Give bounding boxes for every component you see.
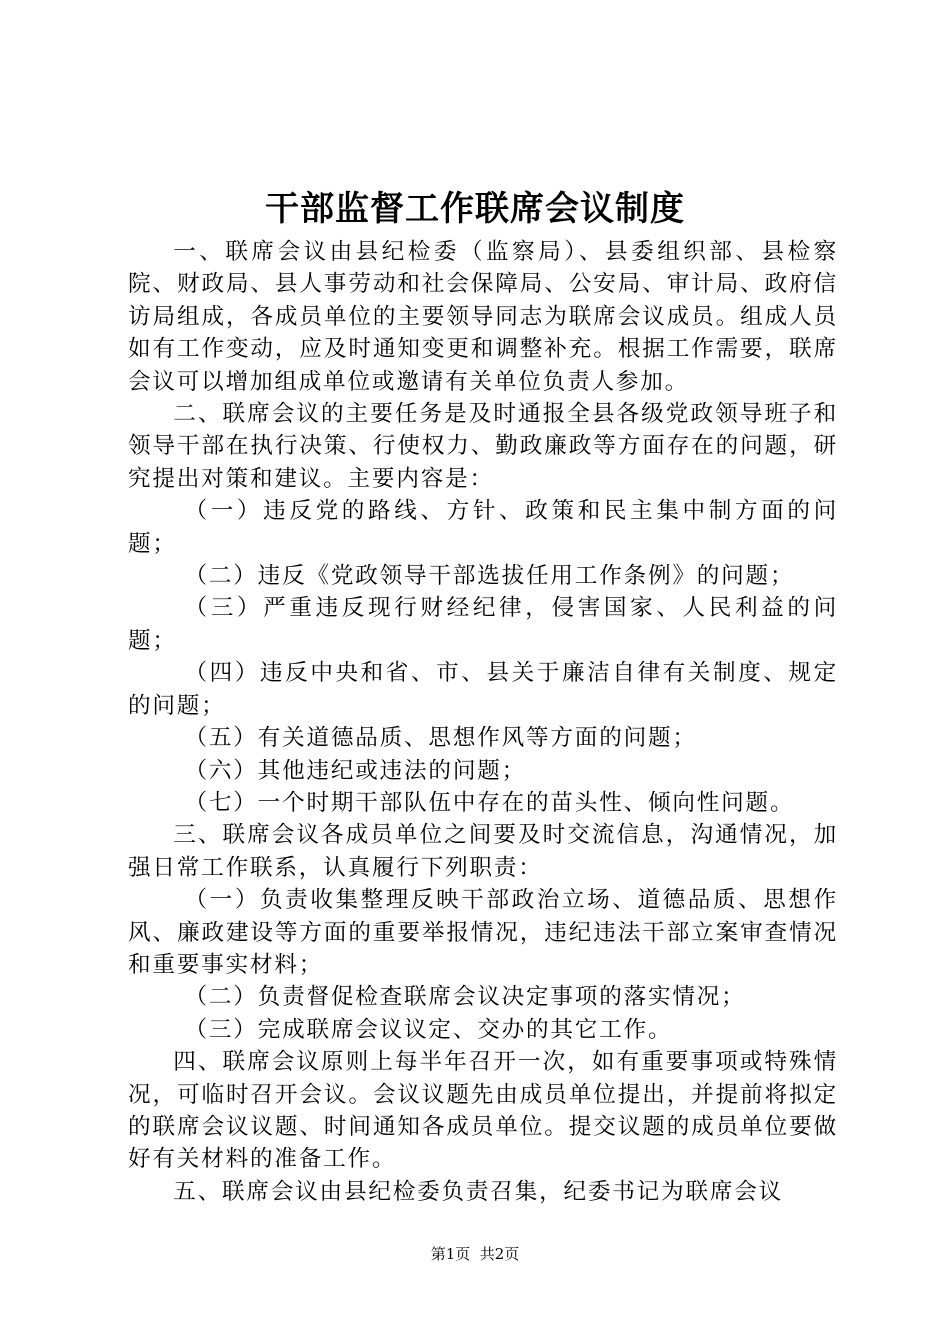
list-item: （六）其他违纪或违法的问题； xyxy=(184,757,527,784)
list-item: （一）负责收集整理反映干部政治立场、道德品质、思想作风、廉政建设等方面的重要举报情况，违纪违法干部立案审查情况和重要事实材料； xyxy=(128,887,838,978)
paragraph-section-4: 四、联席会议原则上每半年召开一次，如有重要事项或特殊情况，可临时召开会议。会议议题先由成员单位提出，并提前将拟定的联席会议议题、时间通知各成员单位。提交议题的成员单位要做好有关材料的准备工作。 xyxy=(128,1049,838,1173)
list-item: （三）严重违反现行财经纪律，侵害国家、人民利益的问题； xyxy=(128,595,838,654)
paragraph-section-5: 五、联席会议由县纪检委负责召集，纪委书记为联席会议 xyxy=(173,1178,784,1205)
document-title: 干部监督工作联席会议制度 xyxy=(265,189,685,229)
page-number-footer: 第1页 共2页 xyxy=(430,1245,520,1263)
paragraph-section-1: 一、联席会议由县纪检委（监察局）、县委组织部、县检察院、财政局、县人事劳动和社会保障局、公安局、审计局、政府信访局组成，各成员单位的主要领导同志为联席会议成员。组成人员如有工作变动，应及时通知变更和调整补充。根据工作需要，联席会议可以增加组成单位或邀请有关单位负责人参加。 xyxy=(128,239,838,395)
list-item: （四）违反中央和省、市、县关于廉洁自律有关制度、规定的问题； xyxy=(128,660,838,719)
document-body xyxy=(128,236,838,1208)
list-item: （三）完成联席会议议定、交办的其它工作。 xyxy=(184,1016,673,1043)
list-item: （五）有关道德品质、思想作风等方面的问题； xyxy=(184,725,697,752)
list-item: （二）负责督促检查联席会议决定事项的落实情况； xyxy=(184,984,746,1011)
list-item: （二）违反《党政领导干部选拔任用工作条例》的问题； xyxy=(184,563,795,590)
paragraph-section-3: 三、联席会议各成员单位之间要及时交流信息，沟通情况，加强日常工作联系，认真履行下列职责： xyxy=(128,822,838,881)
list-item: （七）一个时期干部队伍中存在的苗头性、倾向性问题。 xyxy=(184,789,795,816)
paragraph-section-2: 二、联席会议的主要任务是及时通报全县各级党政领导班子和领导干部在执行决策、行使权力、勤政廉政等方面存在的问题，研究提出对策和建议。主要内容是： xyxy=(128,401,838,492)
list-item: （一）违反党的路线、方针、政策和民主集中制方面的问题； xyxy=(128,498,838,557)
